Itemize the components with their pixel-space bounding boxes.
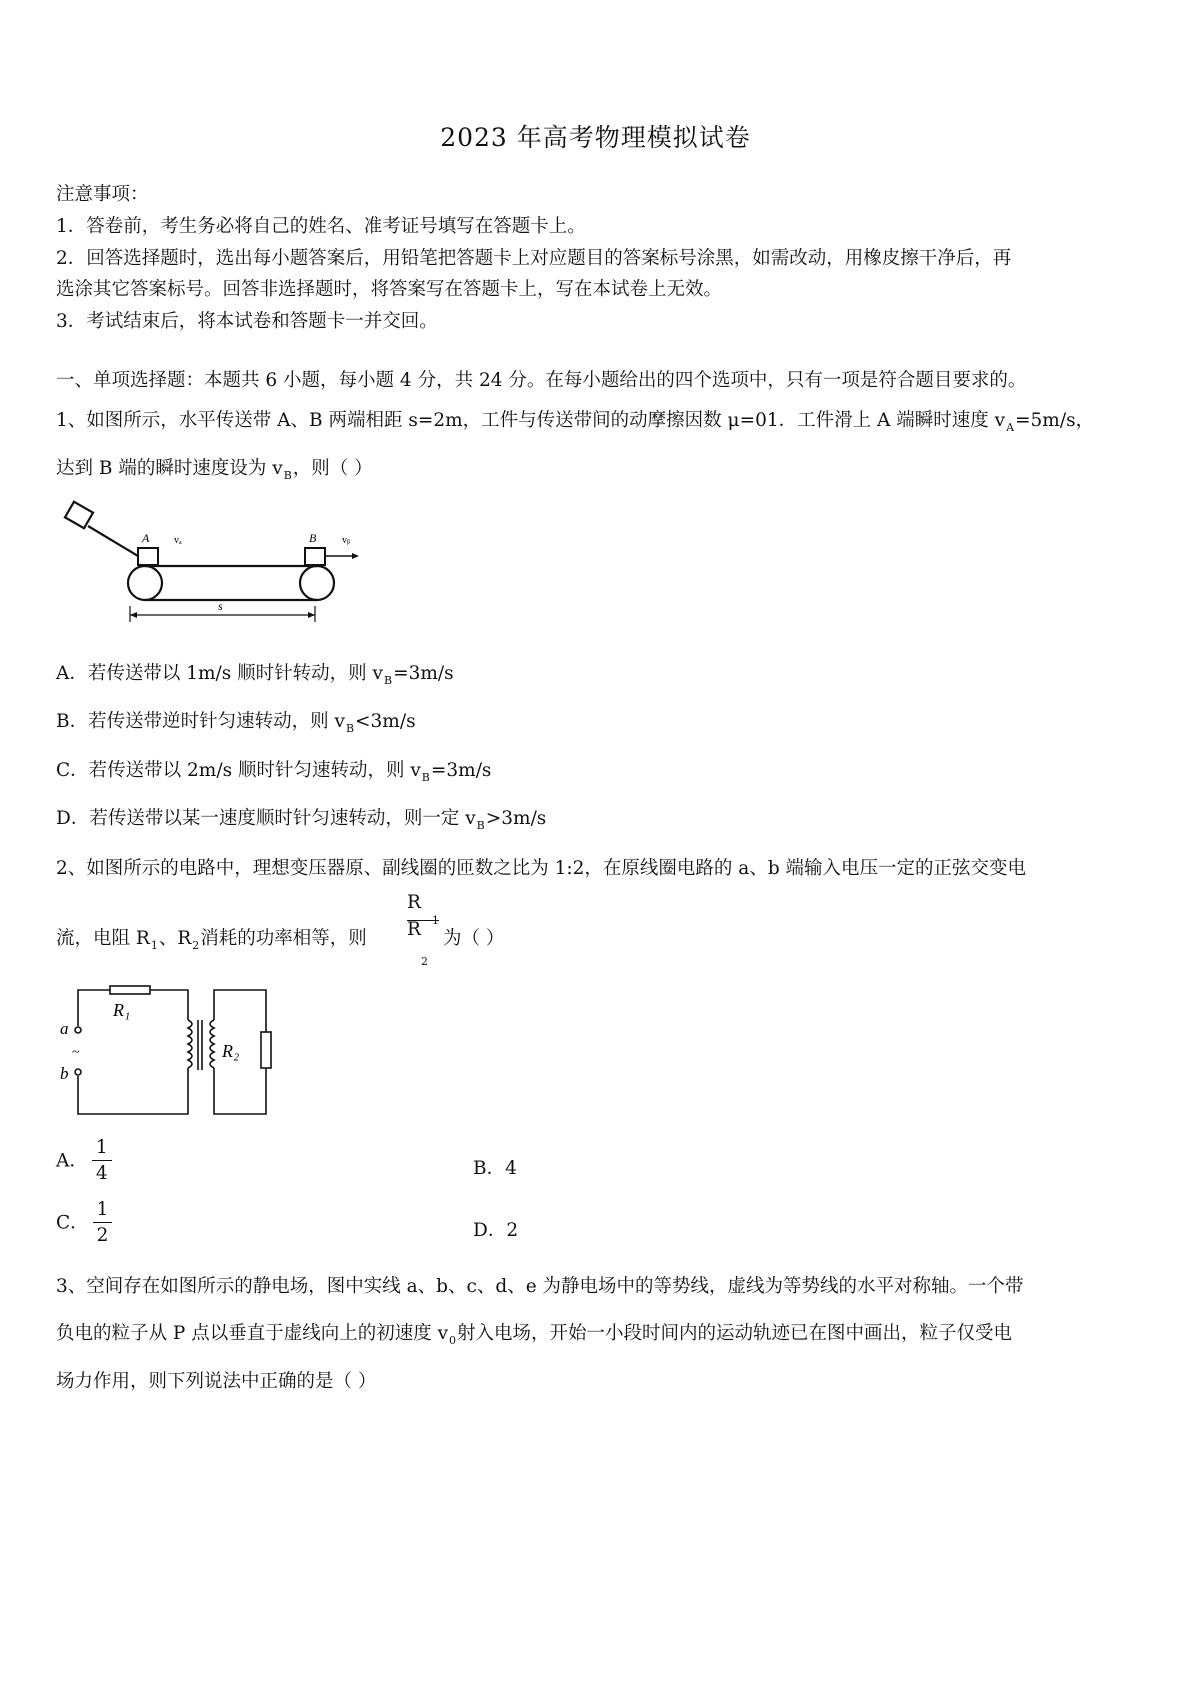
- label-s: s: [218, 599, 223, 613]
- conveyor-belt-figure: [60, 498, 390, 628]
- q2-option-b: B．4: [473, 1158, 517, 1179]
- notice-heading: 注意事项：: [56, 184, 149, 205]
- notice-item-2-cont: 选涂其它答案标号。回答非选择题时，将答案写在答题卡上，写在本试卷上无效。: [56, 279, 723, 300]
- q3-stem-line2: 负电的粒子从 P 点以垂直于虚线向上的初速度 $v_0$射入电场，开始一小段时间内的运动轨迹已在图中画出，粒子仅受电: [56, 1323, 1013, 1347]
- label-vb: vᵦ: [342, 535, 350, 546]
- belt: [128, 566, 334, 600]
- block-a: [138, 548, 158, 565]
- label-va: vₐ: [174, 535, 182, 546]
- tilted-block: [65, 502, 138, 556]
- transformer-circuit-figure: [58, 984, 273, 1122]
- fraction-one-half: $\frac{1}{2}$: [93, 1200, 113, 1247]
- label-a-terminal: a: [60, 1019, 69, 1038]
- block-b: [305, 548, 325, 565]
- q1-stem-line1: 1、如图所示，水平传送带 A、B 两端相距 s=2m，工件与传送带间的动摩擦因数 μ=01．工件滑上 A 端瞬时速度 $v_A=5m/s$，: [56, 410, 1095, 434]
- notice-item-2: 2．回答选择题时，选出每小题答案后，用铅笔把答题卡上对应题目的答案标号涂黑，如需改动，用橡皮擦干净后，再: [56, 248, 1012, 269]
- q2-stem-line2: 流，电阻 $R_1$、$R_2$消耗的功率相等，则: [56, 928, 367, 952]
- q1-option-a: A．若传送带以 1m/s 顺时针转动，则 $v_B=3m/s$: [56, 663, 454, 687]
- section-heading: 一、单项选择题：本题共 6 小题，每小题 4 分，共 24 分。在每小题给出的四个选项中，只有一项是符合题目要求的。: [56, 370, 1027, 391]
- q1-stem-line2: 达到 B 端的瞬时速度设为 $v_B$，则（ ）: [56, 458, 373, 482]
- page-title: 2023 年高考物理模拟试卷: [440, 123, 751, 152]
- q1-option-b: B．若传送带逆时针匀速转动，则 $v_B<3m/s$: [56, 711, 416, 735]
- q1-option-d: D．若传送带以某一速度顺时针匀速转动，则一定 $v_B>3m/s$: [56, 808, 547, 832]
- resistor-r1: [110, 986, 150, 994]
- q2-option-d: D．2: [473, 1220, 519, 1241]
- r1-over-r2-fraction: R 1 R 2: [407, 892, 439, 968]
- label-r2: R₂: [222, 1041, 240, 1061]
- q3-stem-line3: 场力作用，则下列说法中正确的是（ ）: [56, 1371, 377, 1392]
- label-a: A: [142, 531, 150, 545]
- resistor-r2: [261, 1032, 271, 1068]
- q2-stem-line2-end: 为（ ）: [443, 928, 505, 949]
- q3-stem-line1: 3、空间存在如图所示的静电场，图中实线 a、b、c、d、e 为静电场中的等势线，虚线为等势线的水平对称轴。一个带: [56, 1276, 1024, 1297]
- q1-option-c: C．若传送带以 2m/s 顺时针匀速转动，则 $v_B=3m/s$: [56, 760, 492, 784]
- label-b: B: [309, 531, 317, 545]
- notice-item-3: 3．考试结束后，将本试卷和答题卡一并交回。: [56, 311, 438, 332]
- q2-option-c: C． $\frac{1}{2}$: [56, 1200, 116, 1247]
- notice-item-1: 1．答卷前，考生务必将自己的姓名、准考证号填写在答题卡上。: [56, 216, 586, 237]
- label-r1: R₁: [113, 1000, 131, 1020]
- ac-source-symbol: ~: [72, 1045, 80, 1060]
- label-b-terminal: b: [60, 1064, 69, 1083]
- q2-stem-line1: 2、如图所示的电路中，理想变压器原、副线圈的匝数之比为 1:2，在原线圈电路的 a、b 端输入电压一定的正弦交变电: [56, 858, 1027, 879]
- q2-option-a: A． $\frac{1}{4}$: [56, 1138, 116, 1185]
- fraction-one-quarter: $\frac{1}{4}$: [92, 1138, 112, 1185]
